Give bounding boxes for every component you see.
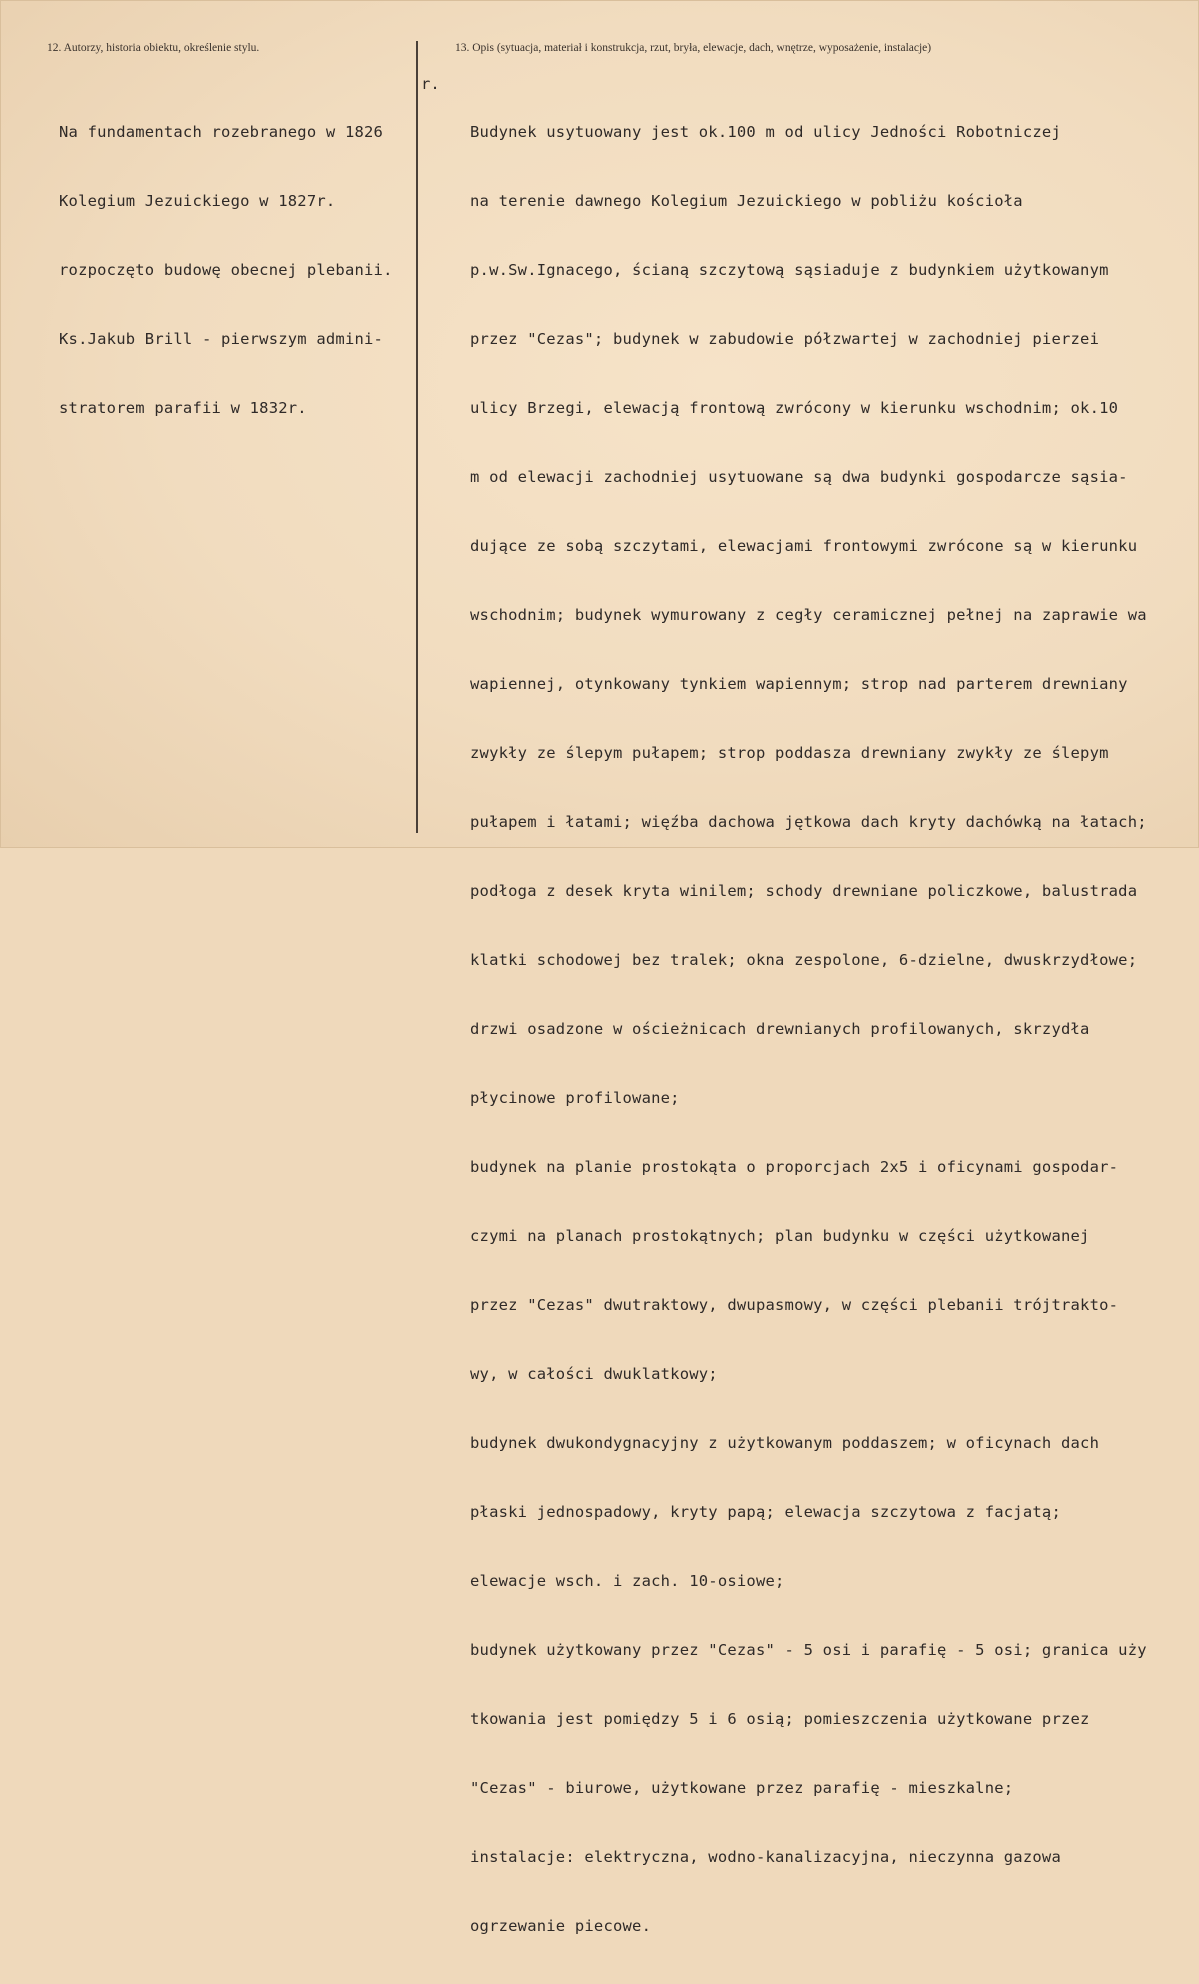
history-text [59,75,393,466]
history-line: rozpoczęto budowę obecnej plebanii. [59,261,393,279]
description-line: pułapem i łatami; więźba dachowa jętkowa dach kryty dachówką na łatach; [470,813,1147,831]
description-line: m od elewacji zachodniej usytuowane są dwa budynki gospodarcze sąsia- [470,468,1128,486]
description-line: wapiennej, otynkowany tynkiem wapiennym; strop nad parterem drewniany [470,675,1128,693]
history-line: Na fundamentach rozebranego w 1826 [59,123,384,141]
description-line: drzwi osadzone w ościeżnicach drewnianych profilowanych, skrzydła [470,1020,1090,1038]
description-line: ogrzewanie piecowe. [470,1917,652,1935]
description-line: dujące ze sobą szczytami, elewacjami frontowymi zwrócone są w kierunku [470,537,1138,555]
description-line: wschodnim; budynek wymurowany z cegły ceramicznej pełnej na zaprawie wa [470,606,1147,624]
description-line: "Cezas" - biurowe, użytkowane przez parafię - mieszkalne; [470,1779,1014,1797]
description-line: tkowania jest pomiędzy 5 i 6 osią; pomieszczenia użytkowane przez [470,1710,1090,1728]
description-line: klatki schodowej bez tralek; okna zespolone, 6-dzielne, dwuskrzydłowe; [470,951,1138,969]
history-line: stratorem parafii w 1832r. [59,399,307,417]
description-line: budynek użytkowany przez "Cezas" - 5 osi i parafię - 5 osi; granica uży [470,1641,1147,1659]
history-line: Kolegium Jezuickiego w 1827r. [59,192,336,210]
description-line: przez "Cezas" dwutraktowy, dwupasmowy, w części plebanii trójtraktо- [470,1296,1119,1314]
column-divider [416,41,418,833]
description-line: ulicy Brzegi, elewacją frontową zwrócony w kierunku wschodnim; ok.10 [470,399,1119,417]
description-line: elewacje wsch. i zach. 10-osiowe; [470,1572,785,1590]
description-line: czymi na planach prostokątnych; plan budynku w części użytkowanej [470,1227,1090,1245]
description-line: budynek na planie prostokąta o proporcjach 2x5 i oficynami gospodar- [470,1158,1119,1176]
section-13-heading: 13. Opis (sytuacja, materiał i konstrukcja, rzut, bryła, elewacje, dach, wnętrze, wyposażenie, instalacje) [455,42,932,54]
description-line: płaski jednospadowy, kryty papą; elewacja szczytowa z facjatą; [470,1503,1061,1521]
description-text [470,75,1147,1984]
section-12-heading: 12. Autorzy, historia obiektu, określenie stylu. [47,42,260,54]
description-line: wy, w całości dwuklatkowy; [470,1365,718,1383]
description-line: instalacje: elektryczna, wodno-kanalizacyjna, nieczynna gazowa [470,1848,1061,1866]
description-line: płycinowe profilowane; [470,1089,680,1107]
description-line: budynek dwukondygnacyjny z użytkowanym poddaszem; w oficynach dach [470,1434,1100,1452]
description-line: na terenie dawnego Kolegium Jezuickiego w pobliżu kościoła [470,192,1023,210]
history-line: Ks.Jakub Brill - pierwszym admini- [59,330,384,348]
description-line: p.w.Sw.Ignacego, ścianą szczytową sąsiaduje z budynkiem użytkowanym [470,261,1109,279]
description-line: Budynek usytuowany jest ok.100 m od ulicy Jedności Robotniczej [470,123,1061,141]
description-line: przez "Cezas"; budynek w zabudowie półzwartej w zachodniej pierzei [470,330,1100,348]
description-line: podłoga z desek kryta winilem; schody drewniane policzkowe, balustrada [470,882,1138,900]
description-line: zwykły ze ślepym pułapem; strop poddasza drewniany zwykły ze ślepym [470,744,1109,762]
overflow-characters: r. [421,75,440,93]
